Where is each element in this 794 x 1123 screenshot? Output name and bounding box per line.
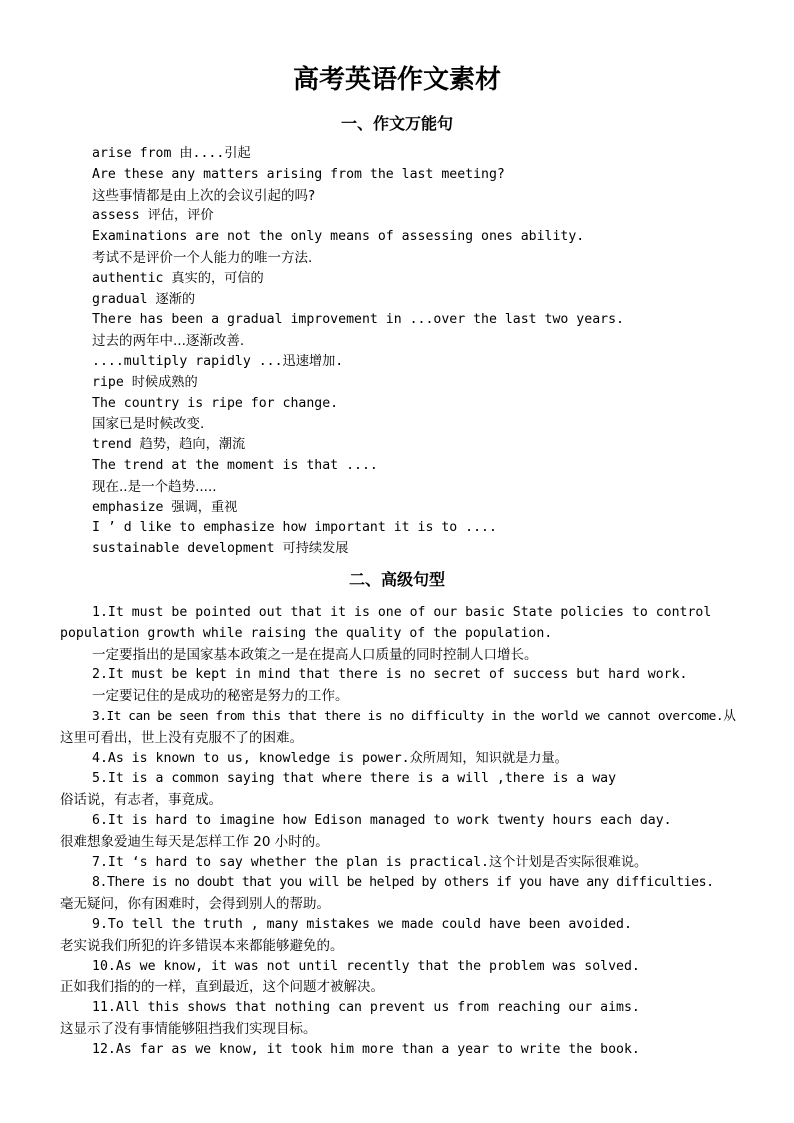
text-line: 这些事情都是由上次的会议引起的吗? (92, 187, 316, 204)
text-line: gradual 逐渐的 (92, 291, 196, 307)
text-line: 4.As is known to us, knowledge is power.众所周知，知识就是力量。 (92, 750, 568, 766)
text-line: trend 趋势，趋向，潮流 (92, 437, 246, 453)
text-line: sustainable development 可持续发展 (92, 541, 349, 557)
text-line: 很难想象爱迪生每天是怎样工作 20 小时的。 (60, 833, 329, 850)
section-2-lines (60, 603, 740, 1061)
text-line: Examinations are not the only means of assessing ones ability. (92, 229, 585, 245)
text-line: ripe 时候成熟的 (92, 374, 198, 390)
text-line: 10.As we know, it was not until recently that the problem was solved. (92, 958, 640, 974)
section-heading-2: 二、高级句型 (348, 570, 445, 589)
text-line: There has been a gradual improvement in ...over the last two years. (92, 312, 624, 328)
text-line: 一定要指出的是国家基本政策之一是在提高人口质量的同时控制人口增长。 (92, 646, 538, 663)
document-title: 高考英语作文素材 (292, 65, 501, 95)
text-line: emphasize 强调，重视 (92, 499, 238, 515)
text-line: 俗话说，有志者，事竟成。 (60, 792, 222, 809)
text-line: 国家已是时候改变. (92, 416, 205, 433)
text-line: The trend at the moment is that .... (92, 457, 378, 473)
text-line: 11.All this shows that nothing can prevent us from reaching our aims. (92, 1000, 640, 1016)
text-line: 一定要记住的是成功的秘密是努力的工作。 (92, 688, 349, 705)
text-line: 现在..是一个趋势..... (92, 478, 217, 495)
text-line: authentic 真实的，可信的 (92, 270, 264, 286)
text-line: 3.It can be seen from this that there is no difficulty in the world we cannot overcome.从 (92, 708, 736, 724)
section-1-lines (92, 144, 752, 560)
text-line: 12.As far as we know, it took him more than a year to write the book. (92, 1041, 640, 1057)
text-line: 1.It must be pointed out that it is one of our basic State policies to control (92, 605, 712, 620)
text-line: 这里可看出，世上没有克服不了的困难。 (60, 729, 303, 746)
text-line: 5.It is a common saying that where there is a will ,there is a way (92, 771, 617, 787)
text-line: 7.It ‘s hard to say whether the plan is practical.这个计划是否实际很难说。 (92, 854, 648, 870)
text-line: ....multiply rapidly ...迅速增加. (92, 353, 344, 369)
text-line: I ’ d like to emphasize how important it is to .... (92, 520, 497, 536)
text-line: 9.To tell the truth , many mistakes we made could have been avoided. (92, 916, 632, 932)
section-heading-1: 一、作文万能句 (340, 114, 453, 133)
text-line: 8.There is no doubt that you will be helped by others if you have any difficulties. (92, 875, 714, 891)
text-line: 考试不是评价一个人能力的唯一方法. (92, 249, 313, 266)
text-line: 过去的两年中...逐渐改善. (92, 333, 245, 350)
text-line: 老实说我们所犯的许多错误本来都能够避免的。 (60, 937, 344, 954)
text-line: The country is ripe for change. (92, 395, 339, 411)
text-line: 这显示了没有事情能够阻挡我们实现目标。 (60, 1020, 317, 1037)
text-line: 毫无疑问，你有困难时，会得到别人的帮助。 (60, 896, 330, 913)
text-line: arise from 由....引起 (92, 146, 251, 161)
text-line: Are these any matters arising from the last meeting? (92, 166, 505, 182)
text-line: 正如我们指的的一样，直到最近，这个问题才被解决。 (60, 979, 384, 996)
text-line: 2.It must be kept in mind that there is no secret of success but hard work. (92, 667, 688, 683)
text-line: assess 评估，评价 (92, 208, 214, 224)
text-line: population growth while raising the quality of the population. (60, 625, 553, 641)
text-line: 6.It is hard to imagine how Edison managed to work twenty hours each day. (92, 812, 672, 828)
